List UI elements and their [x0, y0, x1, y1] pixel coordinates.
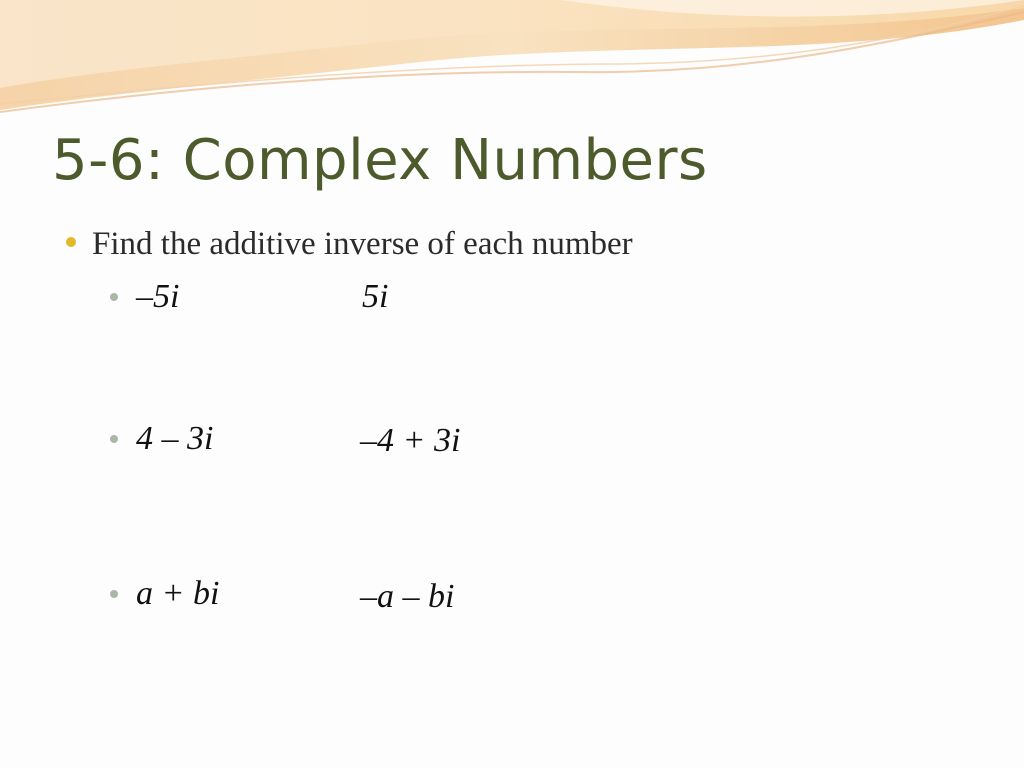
sub-bullet-dot-icon: [110, 435, 118, 443]
list-item: [110, 278, 179, 316]
sub-bullet-dot-icon: [110, 590, 118, 598]
expression: a + bi: [136, 575, 220, 612]
header-swoosh-decoration: [0, 0, 1024, 130]
answer: 5i: [362, 278, 389, 315]
answer: –a – bi: [360, 578, 455, 615]
slide-title: 5-6: Complex Numbers: [52, 128, 708, 193]
expression: 4 – 3i: [136, 420, 214, 457]
main-bullet: [66, 226, 633, 263]
answer: –4 + 3i: [360, 422, 461, 459]
list-item: [110, 420, 213, 458]
sub-bullet-dot-icon: [110, 293, 118, 301]
bullet-dot-icon: [66, 237, 76, 247]
expression: –5i: [136, 278, 180, 315]
list-item: [110, 575, 219, 613]
main-bullet-text: Find the additive inverse of each number: [92, 226, 633, 262]
